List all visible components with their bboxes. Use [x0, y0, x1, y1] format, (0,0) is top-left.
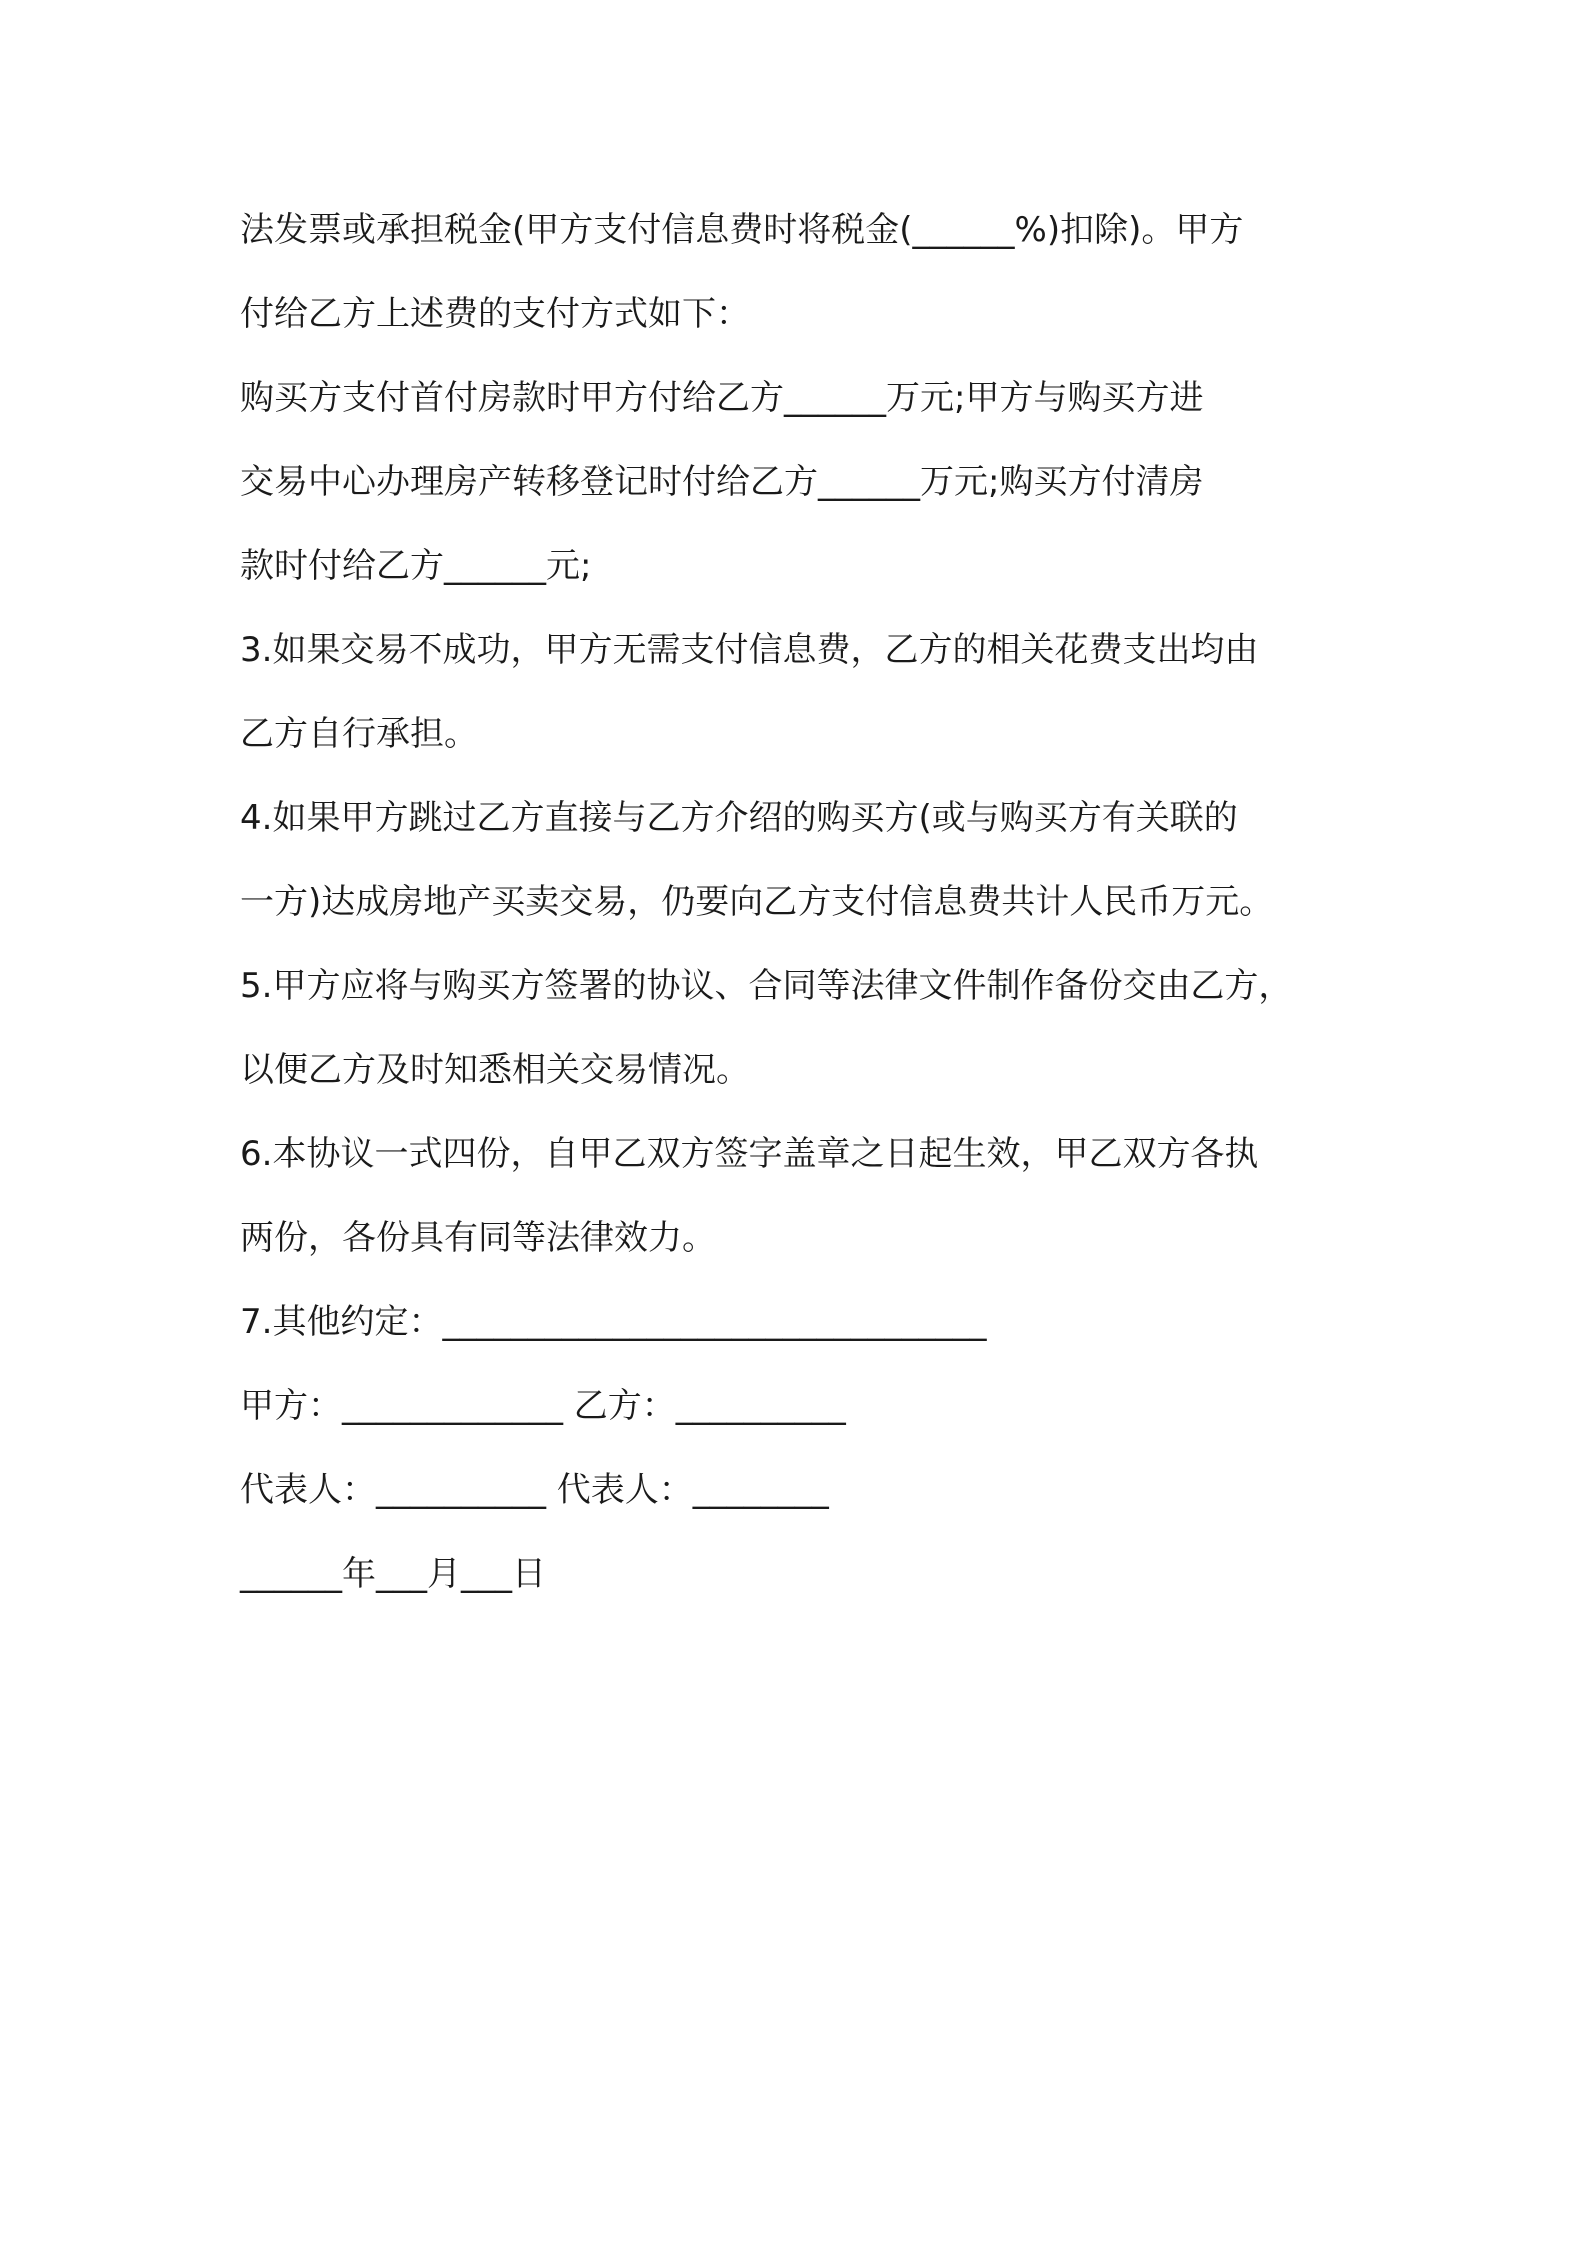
clause-7-other-terms: 7.其他约定：________________________________: [240, 1302, 987, 1342]
text-line: 款时付给乙方______元;: [240, 546, 592, 586]
text-line: 付给乙方上述费的支付方式如下：: [240, 294, 750, 334]
clause-5: 5.甲方应将与购买方签署的协议、合同等法律文件制作备份交由乙方，: [240, 966, 1293, 1006]
clause-4-continued: 一方)达成房地产买卖交易，仍要向乙方支付信息费共计人民币万元。: [240, 882, 1274, 922]
text-line: 交易中心办理房产转移登记时付给乙方______万元;购买方付清房: [240, 462, 1204, 502]
clause-5-continued: 以便乙方及时知悉相关交易情况。: [240, 1050, 750, 1090]
clause-3-continued: 乙方自行承担。: [240, 714, 478, 754]
party-signatures: 甲方：_____________ 乙方：__________: [240, 1386, 846, 1426]
representative-signatures: 代表人：__________ 代表人：________: [240, 1470, 829, 1510]
clause-4: 4.如果甲方跳过乙方直接与乙方介绍的购买方(或与购买方有关联的: [240, 798, 1238, 838]
clause-6: 6.本协议一式四份，自甲乙双方签字盖章之日起生效，甲乙双方各执: [240, 1134, 1259, 1174]
clause-3: 3.如果交易不成功，甲方无需支付信息费，乙方的相关花费支出均由: [240, 630, 1259, 670]
text-line: 法发票或承担税金(甲方支付信息费时将税金(______%)扣除)。甲方: [240, 210, 1244, 250]
signing-date: ______年___月___日: [240, 1554, 546, 1594]
document-body: [240, 188, 1370, 1616]
text-line: 购买方支付首付房款时甲方付给乙方______万元;甲方与购买方进: [240, 378, 1204, 418]
clause-6-continued: 两份，各份具有同等法律效力。: [240, 1218, 716, 1258]
